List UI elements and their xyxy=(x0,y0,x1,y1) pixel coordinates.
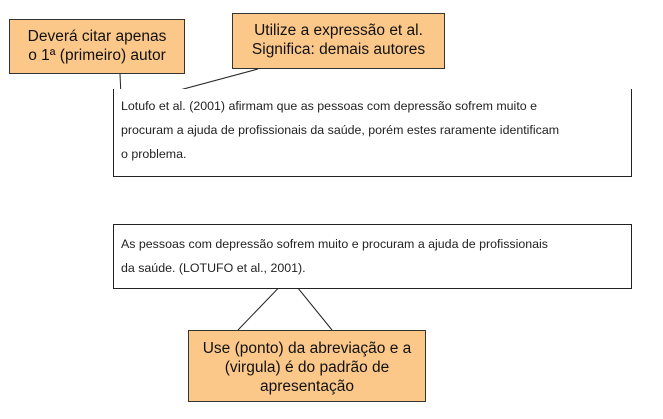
callout-et-al-line-1: Utilize a expressão et al. xyxy=(254,22,423,39)
callout-first-author xyxy=(9,19,185,74)
narrative-line-3: o problema. xyxy=(121,147,187,161)
callout-first-author-line-2: o 1ª (primeiro) autor xyxy=(28,47,166,64)
narrative-line-2: procuram a ajuda de profissionais da saúde, porém estes raramente identificam xyxy=(121,123,560,137)
callout-first-author-line-1: Deverá citar apenas xyxy=(27,28,167,45)
callout-abbreviation-line-2: (virgula) é do padrão de xyxy=(224,359,390,376)
callout-abbreviation-line-3: apresentação xyxy=(260,378,354,395)
example-narrative-citation xyxy=(113,89,632,177)
parenthetical-line-1: As pessoas com depressão sofrem muito e procuram a ajuda de profissionais xyxy=(121,237,548,251)
narrative-line-1: Lotufo et al. (2001) afirmam que as pessoas com depressão sofrem muito e xyxy=(121,99,537,113)
callout-et-al-line-2: Significa: demais autores xyxy=(251,41,426,58)
callout-abbreviation xyxy=(188,330,426,402)
parenthetical-line-2: da saúde. (LOTUFO et al., 2001). xyxy=(121,261,306,275)
example-parenthetical-citation xyxy=(113,224,632,289)
callout-et-al xyxy=(232,13,445,69)
callout-abbreviation-line-1: Use (ponto) da abreviação e a xyxy=(202,340,412,357)
